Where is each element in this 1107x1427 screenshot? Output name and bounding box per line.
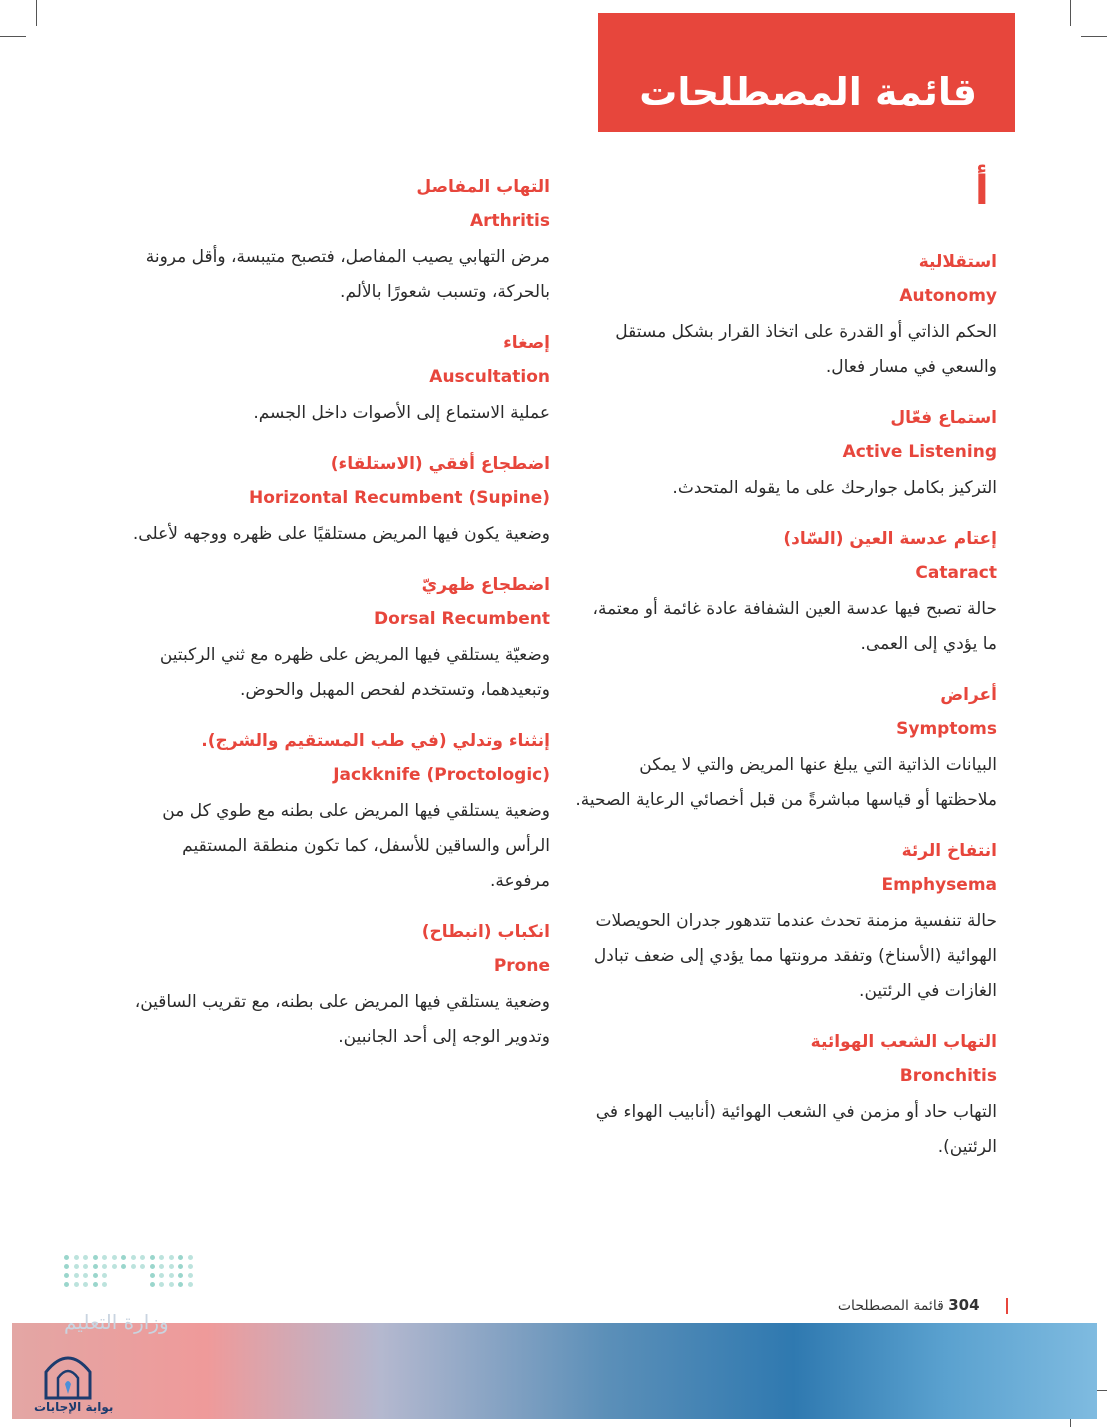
page-footer (828, 1296, 1008, 1314)
term-arabic: إصغاء (503, 333, 550, 353)
logo-dot (140, 1264, 145, 1269)
logo-dot (74, 1282, 79, 1287)
glossary-entry (575, 1025, 997, 1165)
glossary-column-left (130, 170, 550, 1055)
logo-dot (169, 1255, 174, 1260)
glossary-entry (575, 834, 997, 1009)
logo-dot (150, 1273, 155, 1278)
term-definition: عملية الاستماع إلى الأصوات داخل الجسم. (253, 403, 550, 423)
term-arabic: استماع فعّال (890, 408, 997, 428)
term-definition: وضعيّة يستلقي فيها المريض على ظهره مع ثني الركبتين وتبعيدهما، وتستخدم لفحص المهبل والحوض. (159, 645, 550, 700)
logo-dot (74, 1255, 79, 1260)
logo-dot (178, 1255, 183, 1260)
crop-mark (0, 36, 26, 37)
logo-dot (188, 1255, 193, 1260)
footer-label: قائمة المصطلحات (837, 1298, 944, 1314)
logo-dot (93, 1255, 98, 1260)
logo-dot (74, 1273, 79, 1278)
glossary-entry (575, 522, 997, 662)
term-english: Active Listening (842, 442, 997, 462)
term-arabic: التهاب الشعب الهوائية (810, 1032, 997, 1052)
logo-dot (150, 1255, 155, 1260)
logo-dot (150, 1282, 155, 1287)
decorative-bottom-band (12, 1323, 1097, 1419)
term-arabic: اضطجاع أفقي (الاستلقاء) (330, 454, 550, 474)
term-english: Auscultation (429, 367, 550, 387)
logo-dot (121, 1255, 126, 1260)
logo-dot (102, 1273, 107, 1278)
crop-mark (1081, 36, 1107, 37)
glossary-entry (575, 401, 997, 506)
logo-dot (140, 1255, 145, 1260)
term-arabic: إعتام عدسة العين (السّاد) (783, 529, 997, 549)
logo-dot (178, 1282, 183, 1287)
mosque-logo-icon (38, 1348, 98, 1400)
glossary-column-right (575, 245, 997, 1165)
logo-dot (93, 1282, 98, 1287)
term-arabic: استقلالية (918, 252, 997, 272)
title-banner (598, 13, 1015, 132)
term-english: Arthritis (469, 211, 550, 231)
logo-dot (169, 1264, 174, 1269)
term-english: Autonomy (899, 286, 997, 306)
logo-dot (159, 1264, 164, 1269)
logo-dot (64, 1282, 69, 1287)
glossary-entry (130, 447, 550, 552)
logo-dot (150, 1264, 155, 1269)
term-english: Prone (493, 956, 550, 976)
logo-dot (112, 1255, 117, 1260)
logo-dot (121, 1264, 126, 1269)
term-arabic: انكباب (انبطاح) (421, 922, 550, 942)
term-definition: البيانات الذاتية التي يبلغ عنها المريض والتي لا يمكن ملاحظتها أو قياسها مباشرةً من قبل أخصائي الرعاية الصحية. (575, 755, 997, 810)
logo-dot (169, 1273, 174, 1278)
term-arabic: التهاب المفاصل (416, 177, 550, 197)
term-english: Bronchitis (899, 1066, 997, 1086)
logo-dot (188, 1273, 193, 1278)
logo-dot (178, 1264, 183, 1269)
term-definition: وضعية يكون فيها المريض مستلقيًا على ظهره ووجهه لأعلى. (132, 524, 550, 544)
page-title: قائمة المصطلحات (639, 69, 977, 114)
logo-dot (159, 1282, 164, 1287)
logo-dot (64, 1255, 69, 1260)
logo-dot (93, 1273, 98, 1278)
logo-dot (83, 1273, 88, 1278)
term-arabic: اضطجاع ظهريّ (421, 575, 550, 595)
glossary-entry (130, 170, 550, 310)
logo-dot (93, 1264, 98, 1269)
term-english: Emphysema (881, 875, 997, 895)
logo-dot (102, 1255, 107, 1260)
logo-dot (64, 1264, 69, 1269)
glossary-entry (130, 724, 550, 899)
glossary-entry (130, 915, 550, 1055)
page-number: 304 (948, 1296, 980, 1314)
logo-dot (64, 1273, 69, 1278)
glossary-entry (575, 245, 997, 385)
logo-dot (178, 1273, 183, 1278)
term-english: Jackknife (Proctologic) (333, 765, 550, 785)
term-english: Cataract (915, 563, 997, 583)
logo-dot (169, 1282, 174, 1287)
term-definition: حالة تنفسية مزمنة تحدث عندما تتدهور جدران الحويصلات الهوائية (الأسناخ) وتفقد مرونتها مما يؤدي إلى ضعف تبادل الغازات في الرئتين. (593, 911, 997, 1001)
logo-dot (83, 1255, 88, 1260)
crop-mark (36, 0, 37, 26)
logo-dot (83, 1282, 88, 1287)
term-definition: مرض التهابي يصيب المفاصل، فتصبح متيبسة، وأقل مرونة بالحركة، وتسبب شعورًا بالألم. (145, 247, 550, 302)
watermark-text: وزارة التعليم (64, 1310, 169, 1334)
crop-mark (1070, 0, 1071, 26)
term-definition: التركيز بكامل جوارحك على ما يقوله المتحدث. (672, 478, 997, 498)
logo-dot (74, 1264, 79, 1269)
term-definition: الحكم الذاتي أو القدرة على اتخاذ القرار بشكل مستقل والسعي في مسار فعال. (615, 322, 997, 377)
footer-divider (1006, 1298, 1008, 1314)
logo-dot (188, 1282, 193, 1287)
glossary-entry (575, 678, 997, 818)
logo-dot (188, 1264, 193, 1269)
logo-dot (131, 1264, 136, 1269)
glossary-entry (130, 326, 550, 431)
logo-dot (83, 1264, 88, 1269)
glossary-entry (130, 568, 550, 708)
term-english: Horizontal Recumbent (Supine) (248, 488, 550, 508)
logo-dot (102, 1264, 107, 1269)
term-definition: وضعية يستلقي فيها المريض على بطنه مع طوي كل من الرأس والساقين للأسفل، كما تكون منطقة المستقيم مرفوعة. (162, 801, 550, 891)
logo-dot (112, 1264, 117, 1269)
logo-dot (159, 1273, 164, 1278)
term-arabic: انتفاخ الرئة (901, 841, 997, 861)
logo-caption: بوابة الإجابات (34, 1400, 114, 1414)
term-arabic: أعراض (940, 685, 997, 705)
section-letter: أ (975, 168, 989, 214)
logo-dot (102, 1282, 107, 1287)
term-english: Dorsal Recumbent (374, 609, 550, 629)
term-definition: التهاب حاد أو مزمن في الشعب الهوائية (أنابيب الهواء في الرئتين). (595, 1102, 997, 1157)
term-definition: وضعية يستلقي فيها المريض على بطنه، مع تقريب الساقين، وتدوير الوجه إلى أحد الجانبين. (134, 992, 550, 1047)
term-definition: حالة تصبح فيها عدسة العين الشفافة عادة غائمة أو معتمة، ما يؤدي إلى العمى. (592, 599, 997, 654)
term-english: Symptoms (896, 719, 997, 739)
logo-dot (131, 1255, 136, 1260)
term-arabic: إنثناء وتدلي (في طب المستقيم والشرج). (201, 731, 550, 751)
logo-dot (159, 1255, 164, 1260)
